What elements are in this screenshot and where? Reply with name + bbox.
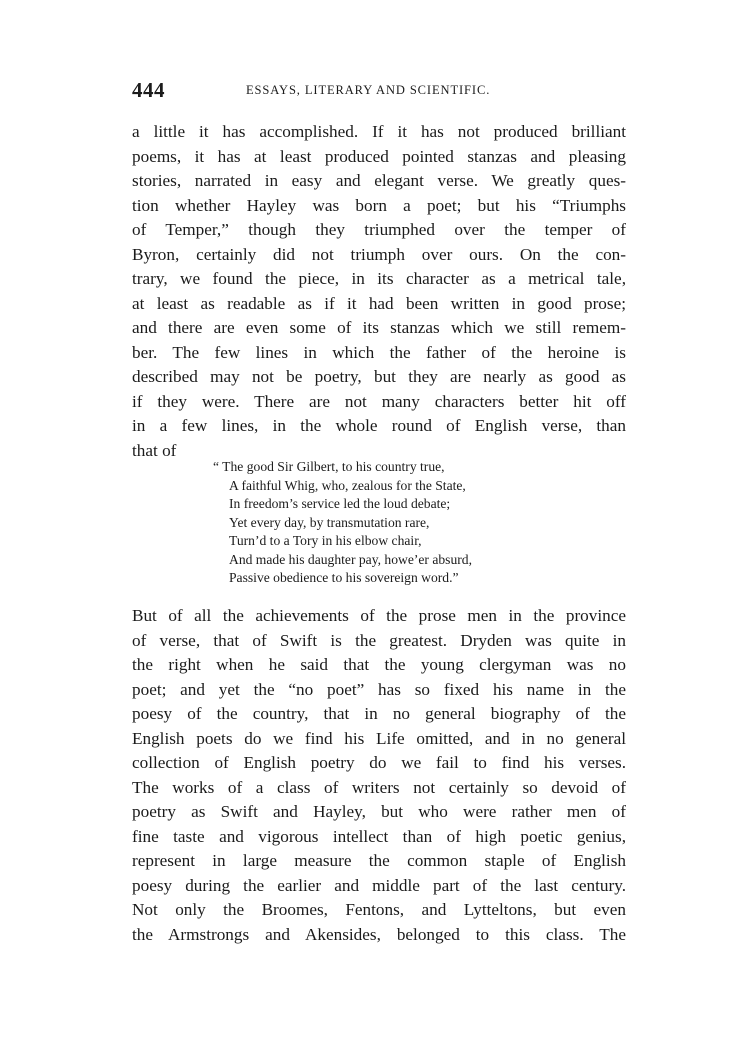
verse-line: Passive obedience to his sovereign word.” (229, 570, 459, 585)
text-line: and there are even some of its stanzas which we still remem- (132, 318, 626, 337)
verse-line: And made his daughter pay, howe’er absurd, (229, 551, 472, 567)
text-line: Byron, certainly did not triumph over ours. On the con- (132, 244, 626, 264)
text-line: But of all the achievements of the prose men in the province (132, 606, 626, 625)
verse-line: Yet every day, by transmutation rare, (229, 514, 430, 530)
text-line: of verse, that of Swift is the greatest. Dryden was quite in (132, 630, 626, 650)
text-line: poetry as Swift and Hayley, but who were rather men of (132, 802, 626, 821)
text-line: in a few lines, in the whole round of English verse, than (132, 416, 626, 435)
text-line: collection of English poetry do we fail to find his verses. (132, 753, 626, 772)
text-line: that of (132, 440, 177, 460)
page-header (132, 78, 626, 102)
text-line: tion whether Hayley was born a poet; but his “Triumphs (132, 195, 626, 215)
text-line: fine taste and vigorous intellect than of high poetic genius, (132, 826, 626, 846)
text-line: ber. The few lines in which the father of the heroine is (132, 342, 626, 362)
verse-line: In freedom’s service led the loud debate; (229, 496, 451, 511)
verse-line: “ The good Sir Gilbert, to his country true, (213, 459, 445, 474)
paragraph-2 (132, 604, 626, 947)
text-line: the Armstrongs and Akensides, belonged to this class. The (132, 924, 626, 944)
verse-quotation (213, 458, 533, 588)
text-line: described may not be poetry, but they are nearly as good as (132, 367, 626, 386)
text-line: at least as readable as if it had been written in good prose; (132, 293, 626, 313)
text-line: the right when he said that the young clergyman was no (132, 655, 626, 674)
text-line: if they were. There are not many characters better hit off (132, 391, 626, 411)
verse-line: Turn’d to a Tory in his elbow chair, (229, 533, 422, 548)
text-line: poet; and yet the “no poet” has so fixed his name in the (132, 679, 626, 699)
text-line: poems, it has at least produced pointed stanzas and pleasing (132, 146, 626, 166)
text-line: poesy during the earlier and middle part of the last century. (132, 875, 626, 895)
verse-line: A faithful Whig, who, zealous for the State, (229, 477, 466, 493)
text-line: stories, narrated in easy and elegant verse. We greatly ques- (132, 171, 626, 190)
text-line: The works of a class of writers not certainly so devoid of (132, 777, 626, 797)
text-line: English poets do we find his Life omitted, and in no general (132, 728, 626, 748)
text-line: of Temper,” though they triumphed over the temper of (132, 220, 626, 239)
text-line: represent in large measure the common staple of English (132, 851, 626, 870)
page-number: 444 (132, 78, 165, 102)
paragraph-1 (132, 120, 626, 463)
text-line: a little it has accomplished. If it has not produced brilliant (132, 122, 626, 141)
text-line: Not only the Broomes, Fentons, and Lytteltons, but even (132, 900, 626, 919)
text-line: trary, we found the piece, in its character as a metrical tale, (132, 269, 626, 288)
running-head: ESSAYS, LITERARY AND SCIENTIFIC. (246, 83, 491, 97)
text-line: poesy of the country, that in no general biography of the (132, 704, 626, 723)
